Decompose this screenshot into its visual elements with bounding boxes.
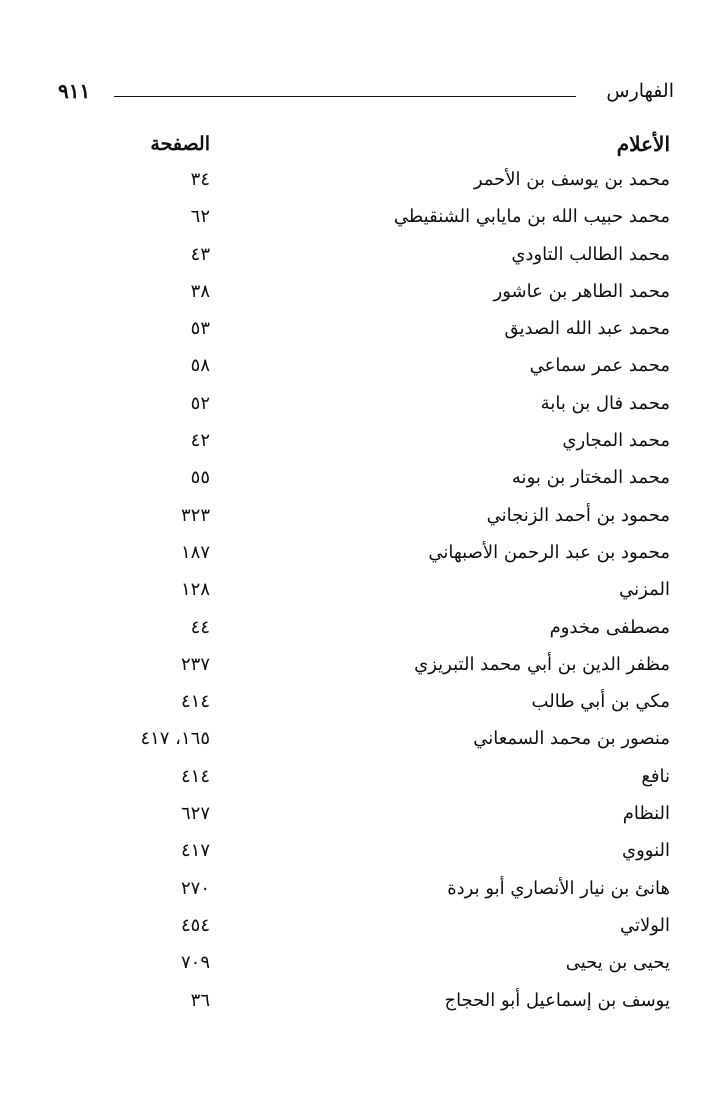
entry-name: محمود بن أحمد الزنجاني <box>486 504 670 526</box>
entry-name: محمد المجاري <box>562 430 670 452</box>
entry-pages: ٢٧٠ <box>180 877 210 899</box>
entry-name: الولاتي <box>619 914 670 936</box>
index-row <box>118 945 670 982</box>
index-row <box>118 983 670 1020</box>
index-row <box>118 647 670 684</box>
entry-name: هانئ بن نيار الأنصاري أبو بردة <box>447 877 670 899</box>
index-row <box>118 572 670 609</box>
entry-pages: ٣٢٣ <box>180 504 210 526</box>
index-row <box>118 871 670 908</box>
entry-name: محمد عبد الله الصديق <box>504 318 670 340</box>
entry-name: يوسف بن إسماعيل أبو الحجاج <box>444 989 670 1011</box>
index-row <box>118 162 670 199</box>
entry-pages: ١٦٥، ٤١٧ <box>140 728 210 750</box>
entry-pages: ٧٠٩ <box>180 952 210 974</box>
entry-pages: ٤٢ <box>190 430 210 452</box>
index-row <box>118 721 670 758</box>
index-row <box>118 684 670 721</box>
index-row <box>118 796 670 833</box>
entry-name: منصور بن محمد السمعاني <box>473 728 670 750</box>
entry-pages: ٤١٤ <box>180 691 210 713</box>
entry-name: مظفر الدين بن أبي محمد التبريزي <box>414 653 670 675</box>
entry-pages: ٤٤ <box>190 616 210 638</box>
page-number: ٩١١ <box>58 79 91 103</box>
entry-name: محمد المختار بن بونه <box>511 467 670 489</box>
page-column-header: الصفحة <box>150 133 210 155</box>
names-column-header: الأعلام <box>616 132 670 156</box>
entry-name: نافع <box>641 765 670 787</box>
index-row <box>118 535 670 572</box>
entry-name: محمد عمر سماعي <box>529 355 670 377</box>
entry-name: محمد حبيب الله بن مايابي الشنقيطي <box>393 206 670 228</box>
index-row <box>118 274 670 311</box>
header-rule <box>114 96 576 97</box>
entry-pages: ٣٤ <box>190 169 210 190</box>
index-row <box>118 908 670 945</box>
entry-pages: ٢٣٧ <box>180 653 210 675</box>
entry-name: محمد فال بن بابة <box>540 392 670 414</box>
entry-pages: ١٨٧ <box>180 541 210 563</box>
index-row <box>118 348 670 385</box>
entry-pages: ٦٢ <box>190 206 210 228</box>
entry-pages: ٦٢٧ <box>180 803 210 825</box>
entry-name: المزني <box>619 579 670 601</box>
entry-name: محمد بن يوسف بن الأحمر <box>473 169 670 190</box>
entry-pages: ١٢٨ <box>180 579 210 601</box>
entry-name: مكي بن أبي طالب <box>531 691 670 713</box>
entry-name: محمود بن عبد الرحمن الأصبهاني <box>428 541 670 563</box>
entry-name: محمد الطالب التاودي <box>511 243 670 265</box>
names-index-table <box>118 130 670 1020</box>
index-row <box>118 386 670 423</box>
entry-pages: ٥٣ <box>190 318 210 340</box>
entry-pages: ٥٨ <box>190 355 210 377</box>
running-header <box>58 78 674 106</box>
index-row <box>118 423 670 460</box>
entry-name: مصطفى مخدوم <box>549 616 670 638</box>
entry-pages: ٤١٧ <box>180 840 210 862</box>
index-row <box>118 199 670 236</box>
entry-pages: ٥٢ <box>190 392 210 414</box>
index-row <box>118 498 670 535</box>
entry-name: النظام <box>622 803 670 825</box>
column-headers <box>118 130 670 162</box>
entry-pages: ٣٦ <box>190 989 210 1011</box>
entry-pages: ٤٥٤ <box>180 914 210 936</box>
entry-pages: ٣٨ <box>190 280 210 302</box>
index-row <box>118 833 670 870</box>
entry-pages: ٤٣ <box>190 243 210 265</box>
entry-pages: ٥٥ <box>190 467 210 489</box>
entry-name: محمد الطاهر بن عاشور <box>493 280 670 302</box>
entry-pages: ٤١٤ <box>180 765 210 787</box>
entry-name: النووي <box>622 840 670 862</box>
section-title: الفهارس <box>606 80 674 102</box>
index-row <box>118 460 670 497</box>
index-row <box>118 237 670 274</box>
index-row <box>118 311 670 348</box>
entry-name: يحيى بن يحيى <box>565 952 670 974</box>
index-row <box>118 610 670 647</box>
index-row <box>118 759 670 796</box>
